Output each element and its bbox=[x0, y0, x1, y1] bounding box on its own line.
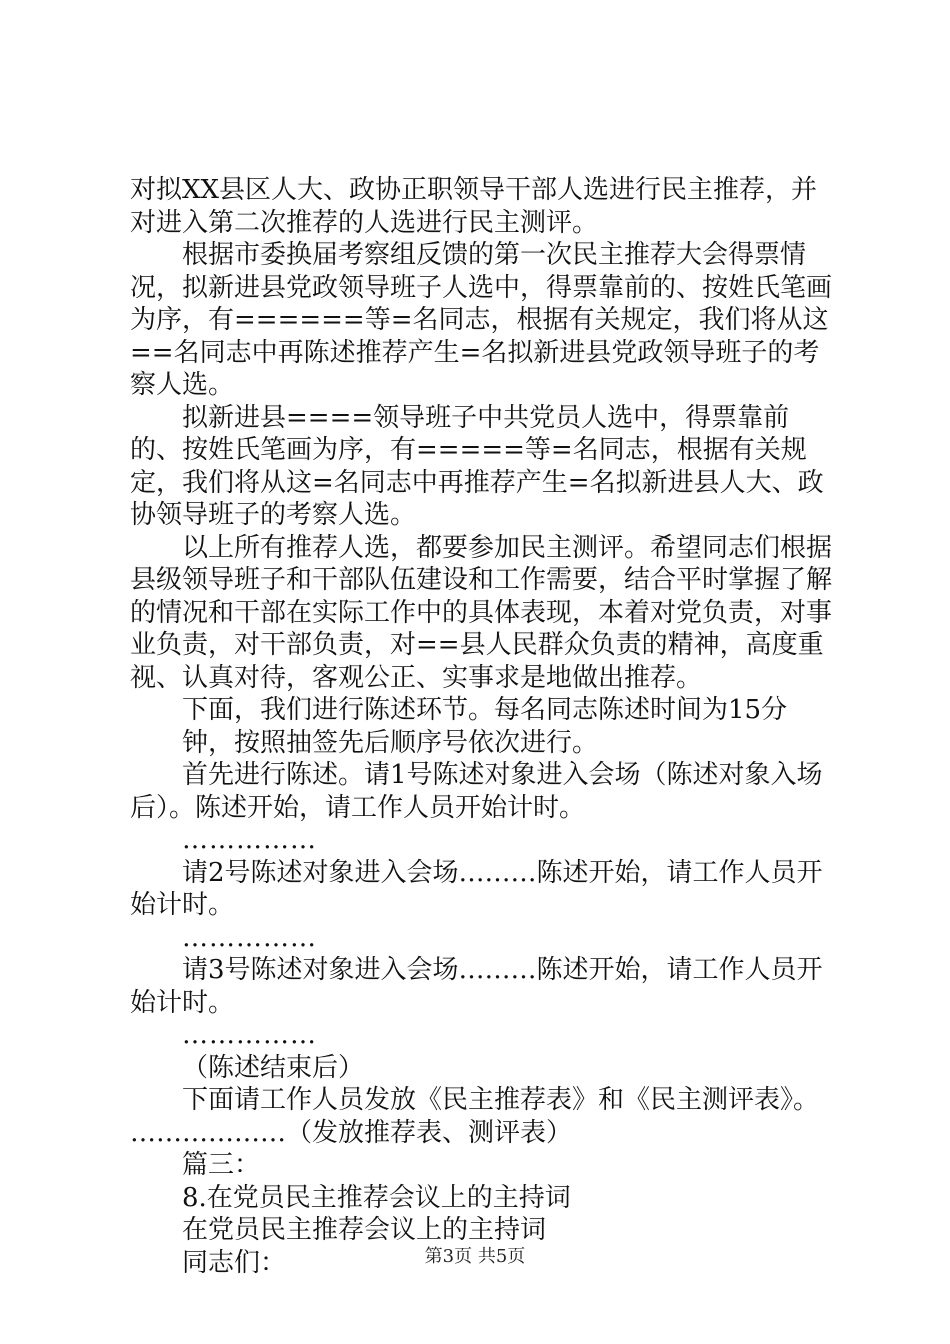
paragraph-distribute-forms: 下面请工作人员发放《民主推荐表》和《民主测评表》。 bbox=[182, 1085, 820, 1115]
ellipsis-line: …………… bbox=[182, 922, 317, 953]
article-title-numbered: 8.在党员民主推荐会议上的主持词 bbox=[182, 1182, 571, 1213]
paragraph-statement-order: 钟，按照抽签先后顺序号依次进行。 bbox=[182, 727, 599, 758]
paragraph-third-statement: 请3号陈述对象进入会场………陈述开始，请工作人员开始计时。 bbox=[130, 955, 823, 1018]
paragraph-first-recommendation: 根据市委换届考察组反馈的第一次民主推荐大会得票情况，拟新进县党政领导班子人选中，得票靠前的、按姓氏笔画为序，有======等=名同志，根据有关规定，我们将从这==名同志中再陈述推荐产生=名拟新进县党政领导班子的考察人选。 bbox=[130, 240, 833, 400]
paragraph-distribute-note: ………………（发放推荐表、测评表） bbox=[130, 1117, 573, 1148]
page-footer: 第3页 共5页 bbox=[424, 1246, 526, 1267]
paragraph-party-members: 拟新进县====领导班子中共党员人选中，得票靠前的、按姓氏笔画为序，有=====等=名同志，根据有关规定，我们将从这=名同志中再推荐产生=名拟新进县人大、政协领导班子的考察人选。 bbox=[130, 402, 824, 530]
paragraph-evaluation: 以上所有推荐人选，都要参加民主测评。希望同志们根据县级领导班子和干部队伍建设和工作需要，结合平时掌握了解的情况和干部在实际工作中的具体表现，本着对党负责，对事业负责，对干部负责，对==县人民群众负责的精神，高度重视、认真对待，客观公正、实事求是地做出推荐。 bbox=[130, 532, 833, 693]
paragraph-first-statement: 首先进行陈述。请1号陈述对象进入会场（陈述对象入场后）。陈述开始，请工作人员开始计时。 bbox=[130, 760, 823, 823]
paragraph-statement-intro: 下面，我们进行陈述环节。每名同志陈述时间为15分 bbox=[182, 695, 788, 725]
ellipsis-line: …………… bbox=[182, 825, 317, 855]
document-body bbox=[130, 174, 840, 1279]
paragraph-second-statement: 请2号陈述对象进入会场………陈述开始，请工作人员开始计时。 bbox=[130, 857, 823, 920]
salutation: 同志们： bbox=[182, 1247, 287, 1278]
section-heading: 篇三： bbox=[182, 1150, 261, 1180]
paragraph-after-statement: （陈述结束后） bbox=[182, 1052, 365, 1083]
paragraph-continuation: 对拟XX县区人大、政协正职领导干部人选进行民主推荐，并对进入第二次推荐的人选进行民主测评。 bbox=[130, 175, 818, 238]
ellipsis-line: …………… bbox=[182, 1020, 317, 1050]
article-title: 在党员民主推荐会议上的主持词 bbox=[182, 1215, 547, 1245]
